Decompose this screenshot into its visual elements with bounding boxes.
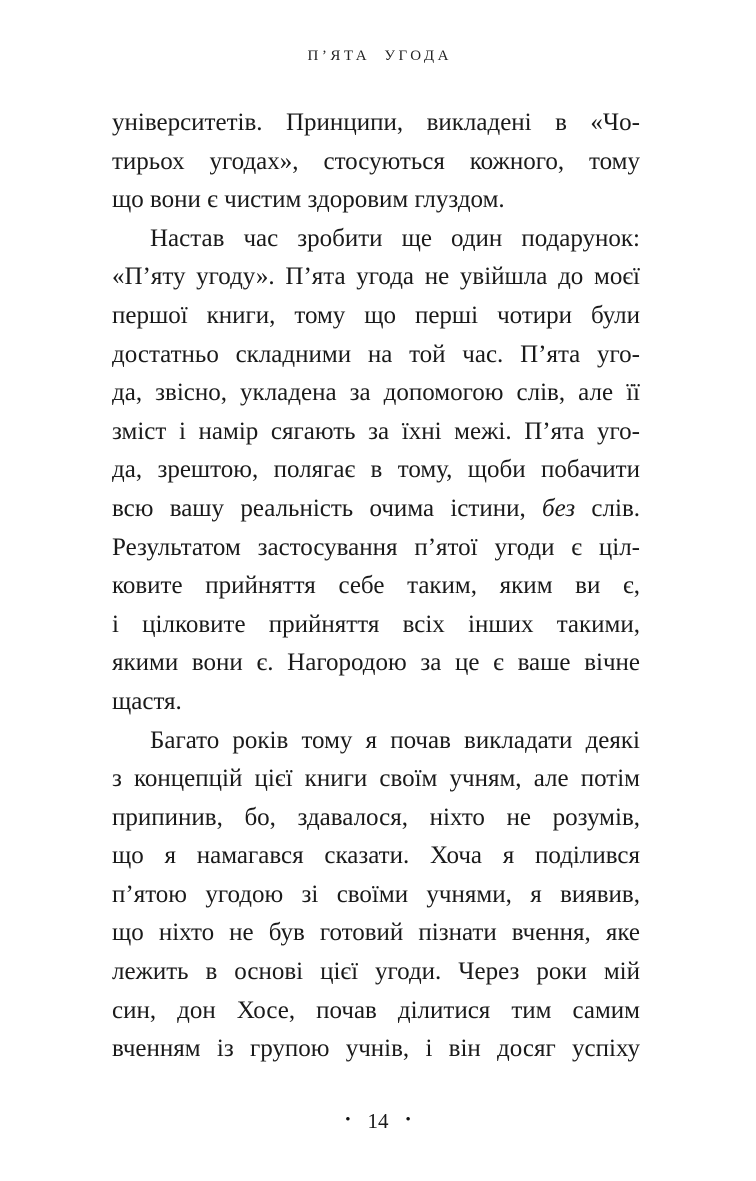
text-line: університетів. Принципи, викладені в «Чо- xyxy=(112,109,640,136)
text-line: вченням із групою учнів, і він досяг успіху xyxy=(112,1035,640,1063)
text-line: якими вони є. Нагородою за це є ваше вічне xyxy=(112,649,640,677)
text-line: всю вашу реальність очима істини, без слів. xyxy=(112,494,641,522)
text-line: тирьох угодах», стосуються кожного, тому xyxy=(112,147,640,175)
text-line: ковите прийняття себе таким, яким ви є, xyxy=(112,572,640,600)
text-line: Результатом застосування п’ятої угоди є ціл- xyxy=(112,533,640,561)
page-number: 14 xyxy=(367,1108,389,1133)
text-line: да, звісно, укладена за допомогою слів, але її xyxy=(112,379,640,407)
text-line: лежить в основі цієї угоди. Через роки мій xyxy=(112,958,640,986)
text-line: Настав час зробити ще один подарунок: xyxy=(150,224,640,252)
footer-bullet-left-icon: • xyxy=(345,1111,351,1128)
text-line: зміст і намір сягають за їхні межі. П’ята уго- xyxy=(112,417,640,445)
text-line: що я намагався сказати. Хоча я поділився xyxy=(112,842,640,870)
body-text-block xyxy=(112,104,640,1069)
text-line: п’ятою угодою зі своїми учнями, я виявив, xyxy=(112,880,640,908)
text-line: щастя. xyxy=(112,687,182,715)
page-footer xyxy=(0,1106,756,1136)
running-header: П’ЯТА УГОДА xyxy=(307,48,452,64)
text-line: «П’яту угоду». П’ята угода не увійшла до моєї xyxy=(112,263,640,291)
text-line: син, дон Хосе, почав ділитися тим самим xyxy=(112,996,640,1024)
text-line: достатньо складними на той час. П’ята уго- xyxy=(112,340,640,368)
text-line: що вони є чистим здоровим глуздом. xyxy=(112,186,505,214)
text-line: припинив, бо, здавалося, ніхто не розумів, xyxy=(112,803,640,831)
text-line: що ніхто не був готовий пізнати вчення, яке xyxy=(112,919,640,947)
footer-bullet-right-icon: • xyxy=(405,1111,411,1128)
text-line: да, зрештою, полягає в тому, щоби побачити xyxy=(112,456,640,484)
text-line: з концепцій цієї книги своїм учням, але потім xyxy=(112,765,640,793)
text-line: першої книги, тому що перші чотири були xyxy=(112,301,640,329)
text-line: Багато років тому я почав викладати деякі xyxy=(150,726,640,754)
text-line: і цілковите прийняття всіх інших такими, xyxy=(112,610,640,638)
